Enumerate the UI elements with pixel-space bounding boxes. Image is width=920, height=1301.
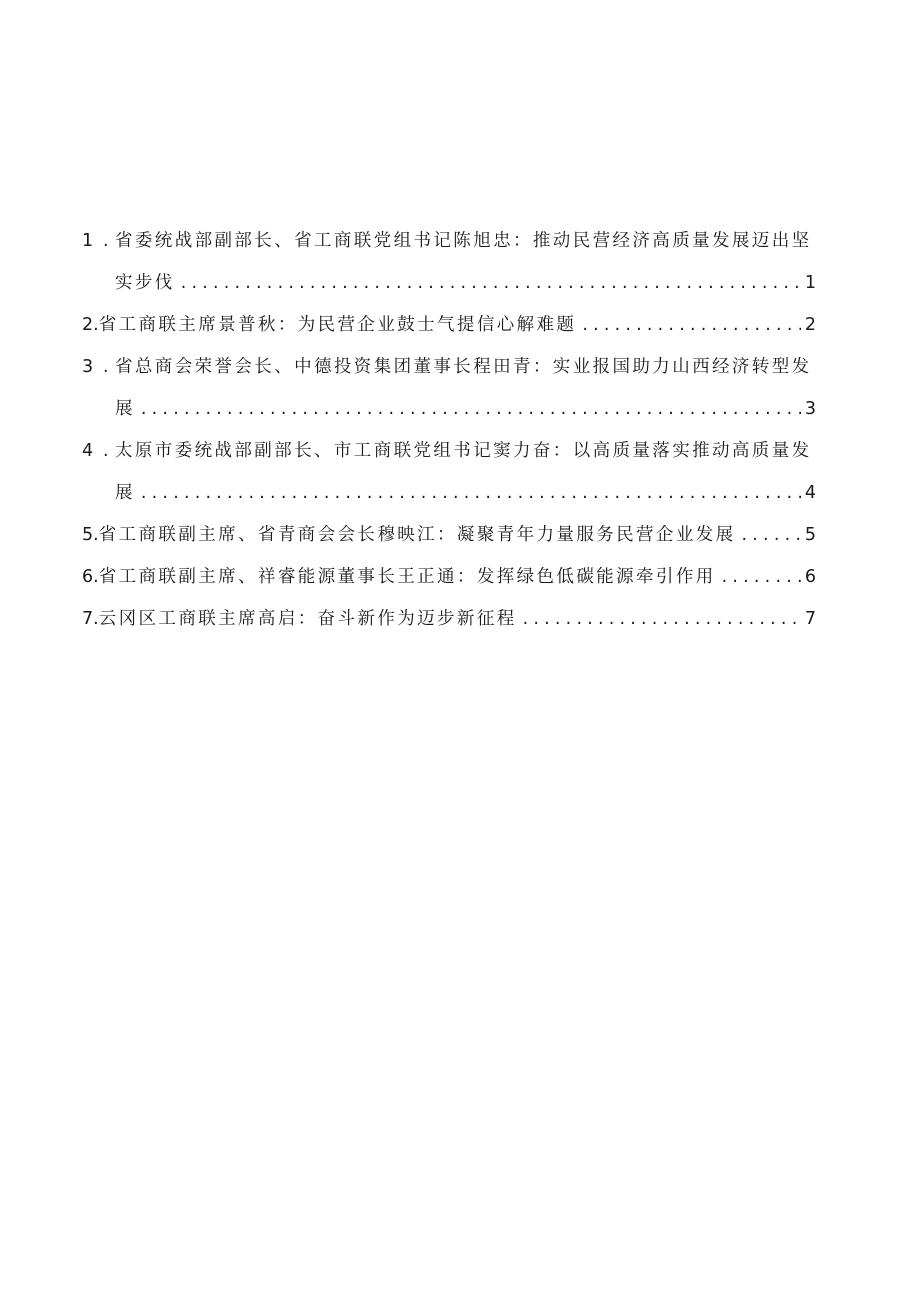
- toc-dot-leader: [141, 472, 801, 514]
- toc-entry-title: 太原市委统战部副部长、市工商联党组书记窦力奋：以高质量落实推动高质量发: [115, 441, 812, 461]
- toc-entry-number: 1: [82, 231, 94, 251]
- toc-dot-leader: [181, 262, 801, 304]
- toc-entry-7[interactable]: 7 . 云冈区工商联主席高启：奋斗新作为迈步新征程 ..... 7: [82, 598, 816, 640]
- toc-page-number: 7: [804, 609, 816, 629]
- toc-entry-1[interactable]: 1 . 省委统战部副部长、省工商联党组书记陈旭忠：推动民营经济高质量发展迈出坚 实步伐 ..... 1: [82, 220, 816, 304]
- toc-entry-title: 省工商联副主席、祥睿能源董事长王正通：发挥绿色低碳能源牵引作用: [98, 567, 716, 587]
- toc-entry-5[interactable]: 5 . 省工商联副主席、省青商会会长穆映江：凝聚青年力量服务民营企业发展 ..... 5: [82, 514, 816, 556]
- toc-entry-6[interactable]: 6 . 省工商联副主席、祥睿能源董事长王正通：发挥绿色低碳能源牵引作用 ..... 6: [82, 556, 816, 598]
- toc-entry-number: 2: [82, 315, 94, 335]
- toc-entry-number: 7: [82, 609, 94, 629]
- toc-entry-title: 省总商会荣誉会长、中德投资集团董事长程田青：实业报国助力山西经济转型发: [115, 357, 812, 377]
- toc-dot-leader: [582, 304, 801, 346]
- toc-page-number: 4: [804, 483, 816, 503]
- toc-dot-leader: [141, 388, 801, 430]
- toc-entry-4[interactable]: 4 . 太原市委统战部副部长、市工商联党组书记窦力奋：以高质量落实推动高质量发 展 ..... 4: [82, 430, 816, 514]
- toc-entry-title: 省委统战部副部长、省工商联党组书记陈旭忠：推动民营经济高质量发展迈出坚: [115, 231, 812, 251]
- toc-page-number: 3: [804, 399, 816, 419]
- toc-entry-number: 6: [82, 567, 94, 587]
- toc-page-number: 2: [804, 315, 816, 335]
- table-of-contents: [82, 220, 816, 640]
- toc-page-number: 1: [804, 273, 816, 293]
- toc-entry-number: 5: [82, 525, 94, 545]
- toc-entry-number: 3: [82, 357, 94, 377]
- toc-entry-title: 省工商联主席景普秋：为民营企业鼓士气提信心解难题: [98, 315, 577, 335]
- toc-entry-title-continued: 展: [115, 399, 135, 419]
- toc-dot-leader: [742, 514, 801, 556]
- toc-entry-3[interactable]: 3 . 省总商会荣誉会长、中德投资集团董事长程田青：实业报国助力山西经济转型发 展 ..... 3: [82, 346, 816, 430]
- toc-entry-number: 4: [82, 441, 94, 461]
- toc-dot-leader: [523, 598, 801, 640]
- toc-page-number: 6: [804, 567, 816, 587]
- toc-entry-title-continued: 实步伐: [115, 273, 175, 293]
- toc-entry-title-continued: 展: [115, 483, 135, 503]
- toc-page-number: 5: [804, 525, 816, 545]
- toc-entry-title: 省工商联副主席、省青商会会长穆映江：凝聚青年力量服务民营企业发展: [98, 525, 736, 545]
- toc-entry-2[interactable]: 2 . 省工商联主席景普秋：为民营企业鼓士气提信心解难题 ..... 2: [82, 304, 816, 346]
- toc-dot-leader: [722, 556, 801, 598]
- toc-entry-title: 云冈区工商联主席高启：奋斗新作为迈步新征程: [98, 609, 517, 629]
